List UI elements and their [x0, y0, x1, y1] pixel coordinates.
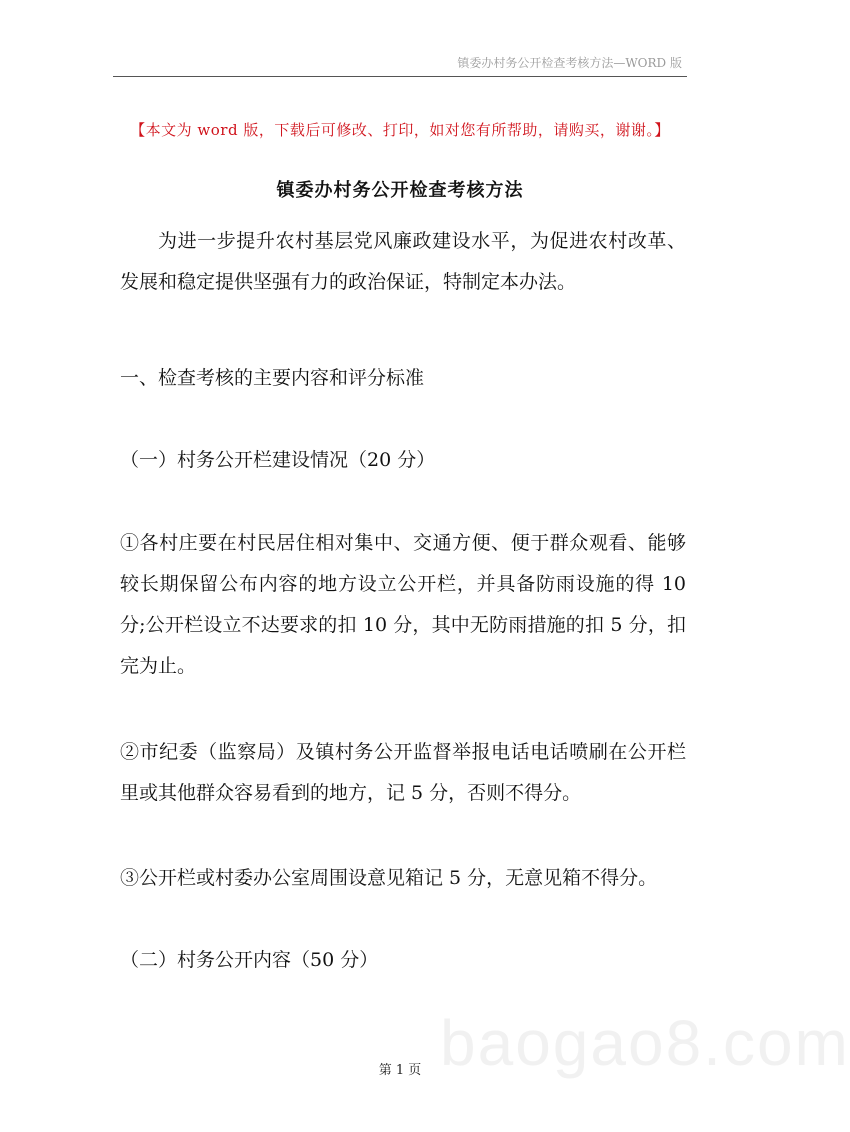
header-divider [113, 76, 687, 77]
intro-paragraph: 为进一步提升农村基层党风廉政建设水平，为促进农村改革、发展和稳定提供坚强有力的政治保证，特制定本办法。 [120, 230, 686, 293]
subsection-heading: （一）村务公开栏建设情况（20 分） [120, 449, 436, 471]
running-header: 镇委办村务公开检查考核方法—WORD 版 [457, 56, 682, 70]
purchase-notice: 【本文为 word 版，下载后可修改、打印，如对您有所帮助，请购买，谢谢。】 [130, 121, 670, 139]
item-paragraph: ③公开栏或村委办公室周围设意见箱记 5 分，无意见箱不得分。 [120, 867, 658, 889]
section-heading: 一、检查考核的主要内容和评分标准 [120, 367, 425, 389]
page-number: 第 1 页 [378, 1063, 422, 1078]
item-paragraph: ①各村庄要在村民居住相对集中、交通方便、便于群众观看、能够较长期保留公布内容的地方设立公开栏，并具备防雨设施的得 10 分;公开栏设立不达要求的扣 10 分，其中无防雨措施的扣 5 分，扣完为止。 [120, 532, 686, 677]
subsection-heading: （二）村务公开内容（50 分） [120, 949, 379, 971]
watermark: baogao8.com [440, 1007, 850, 1079]
item-paragraph: ②市纪委（监察局）及镇村务公开监督举报电话电话喷刷在公开栏里或其他群众容易看到的地方，记 5 分，否则不得分。 [120, 741, 686, 804]
document-title: 镇委办村务公开检查考核方法 [276, 180, 524, 201]
